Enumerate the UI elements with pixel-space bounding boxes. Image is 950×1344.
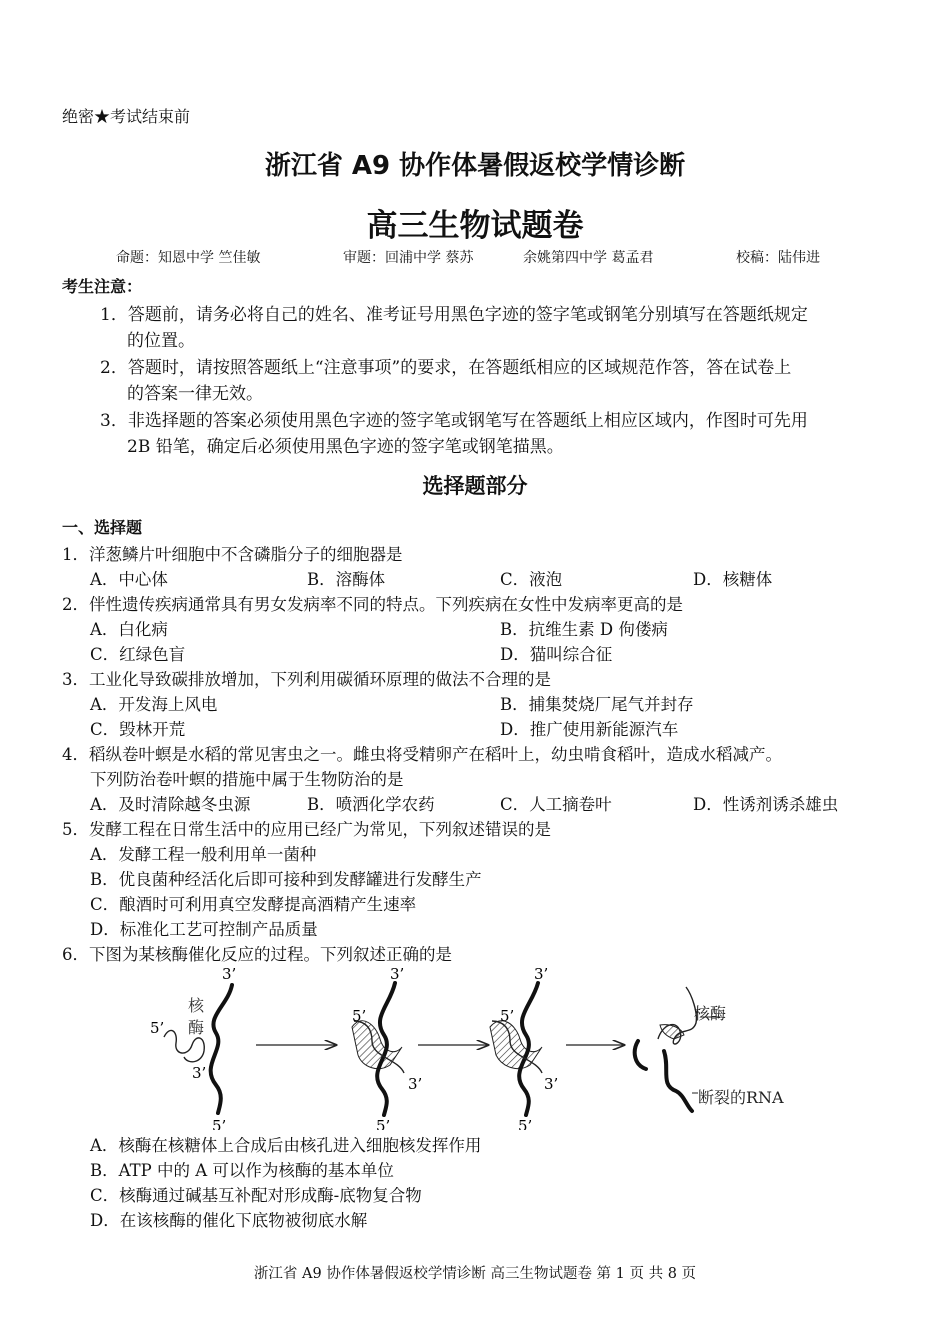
question-3-option-c: C．毁林开荒: [90, 720, 186, 739]
ribozyme-label: 核酶: [694, 1004, 727, 1023]
question-2-option-b: B．抗维生素 D 佝偻病: [500, 620, 668, 639]
question-2-option-d: D．猫叫综合征: [500, 645, 613, 664]
credit-author: 命题：知恩中学 竺佳敏: [116, 250, 261, 266]
stage-1: [150, 965, 236, 1130]
exam-subtitle: 高三生物试题卷: [366, 208, 584, 244]
question-2-option-a: A．白化病: [90, 620, 168, 639]
notice-item-3-cont: 2B 铅笔，确定后必须使用黑色字迹的签字笔或钢笔描黑。: [127, 437, 564, 457]
broken-rna-fragment: [664, 1051, 692, 1111]
question-1-option-d: D．核糖体: [693, 570, 773, 589]
end-5-label: 5’: [352, 1007, 367, 1025]
question-5-stem: 5．发酵工程在日常生活中的应用已经广为常见，下列叙述错误的是: [62, 820, 551, 839]
question-6-stem: 6．下图为某核酶催化反应的过程。下列叙述正确的是: [62, 945, 452, 964]
question-4-option-a: A．及时清除越冬虫源: [90, 795, 251, 814]
question-2-stem: 2．伴性遗传疾病通常具有男女发病率不同的特点。下列疾病在女性中发病率更高的是: [62, 595, 683, 614]
question-5-option-a: A．发酵工程一般利用单一菌种: [90, 845, 317, 864]
notice-item-3: 3．非选择题的答案必须使用黑色字迹的签字笔或钢笔写在答题纸上相应区域内，作图时可先用: [100, 411, 808, 431]
end-5-label: 5’: [150, 1019, 165, 1037]
question-3-option-d: D．推广使用新能源汽车: [500, 720, 679, 739]
end-3-label: 3’: [544, 1075, 559, 1093]
ribozyme-figure: [140, 965, 820, 1130]
notice-item-2-cont: 的答案一律无效。: [127, 384, 263, 404]
question-5-option-c: C．酿酒时可利用真空发酵提高酒精产生速率: [90, 895, 417, 914]
question-4-option-d: D．性诱剂诱杀雄虫: [693, 795, 839, 814]
stage-3: [490, 965, 558, 1130]
question-1-option-a: A．中心体: [90, 570, 168, 589]
question-1-stem: 1．洋葱鳞片叶细胞中不含磷脂分子的细胞器是: [62, 545, 403, 564]
credit-review-2: 余姚第四中学 葛孟君: [523, 250, 654, 266]
question-4-option-b: B．喷洒化学农药: [307, 795, 435, 814]
question-6-option-c: C．核酶通过碱基互补配对形成酶-底物复合物: [90, 1186, 422, 1205]
substrate-rna-strand: [211, 985, 232, 1113]
notice-item-1: 1．答题前，请务必将自己的姓名、准考证号用黑色字迹的签字笔或钢笔分别填写在答题纸规定: [100, 305, 808, 325]
question-2-option-c: C．红绿色盲: [90, 645, 186, 664]
page-footer: 浙江省 A9 协作体暑假返校学情诊断 高三生物试题卷 第 1 页 共 8 页: [253, 1266, 697, 1282]
credit-review-1: 审题：回浦中学 蔡苏: [343, 250, 474, 266]
question-1-option-c: C．液泡: [500, 570, 563, 589]
question-6-option-d: D．在该核酶的催化下底物被彻底水解: [90, 1211, 368, 1230]
end-5-label: 5’: [500, 1007, 515, 1025]
notice-item-1-cont: 的位置。: [127, 331, 195, 351]
credit-proof: 校稿：陆伟进: [736, 250, 820, 266]
question-4-stem-cont: 下列防治卷叶螟的措施中属于生物防治的是: [90, 770, 404, 789]
ribozyme-label-2: 酶: [188, 1018, 205, 1037]
notice-item-2: 2．答题时，请按照答题纸上“注意事项”的要求，在答题纸相应的区域规范作答，答在试卷上: [100, 358, 792, 378]
question-3-option-a: A．开发海上风电: [90, 695, 218, 714]
end-3-label: 3’: [390, 965, 405, 983]
notice-heading: 考生注意：: [62, 277, 143, 296]
end-3-label: 3’: [222, 965, 237, 983]
question-6-option-a: A．核酶在核糖体上合成后由核孔进入细胞核发挥作用: [90, 1136, 482, 1155]
question-5-option-b: B．优良菌种经活化后即可接种到发酵罐进行发酵生产: [90, 870, 482, 889]
end-3-label: 3’: [192, 1064, 207, 1082]
exam-title: 浙江省 A9 协作体暑假返校学情诊断: [264, 151, 686, 181]
stage-2: [352, 965, 422, 1130]
part-title: 一、选择题: [62, 518, 143, 537]
end-5-label: 5’: [518, 1117, 533, 1130]
broken-rna-fragment: [635, 1041, 646, 1069]
stage-4: [635, 987, 784, 1111]
question-3-stem: 3．工业化导致碳排放增加，下列利用碳循环原理的做法不合理的是: [62, 670, 551, 689]
end-5-label: 5’: [212, 1117, 227, 1130]
complex-region: [352, 1021, 402, 1069]
question-4-stem: 4．稻纵卷叶螟是水稻的常见害虫之一。雌虫将受精卵产在稻叶上，幼虫啃食稻叶，造成水稻减产。: [62, 745, 782, 764]
ribozyme-label-1: 核: [188, 996, 205, 1015]
broken-rna-label: 断裂的RNA: [698, 1088, 784, 1107]
section-title: 选择题部分: [422, 474, 528, 498]
complex-region: [660, 1025, 684, 1039]
end-5-label: 5’: [376, 1117, 391, 1130]
question-3-option-b: B．捕集焚烧厂尾气并封存: [500, 695, 694, 714]
secret-mark: 绝密★考试结束前: [62, 107, 191, 126]
question-1-option-b: B．溶酶体: [307, 570, 386, 589]
question-4-option-c: C．人工摘卷叶: [500, 795, 612, 814]
question-6-option-b: B．ATP 中的 A 可以作为核酶的基本单位: [90, 1161, 394, 1180]
end-3-label: 3’: [408, 1075, 423, 1093]
question-5-option-d: D．标准化工艺可控制产品质量: [90, 920, 318, 939]
complex-region: [490, 1021, 542, 1069]
end-3-label: 3’: [534, 965, 549, 983]
